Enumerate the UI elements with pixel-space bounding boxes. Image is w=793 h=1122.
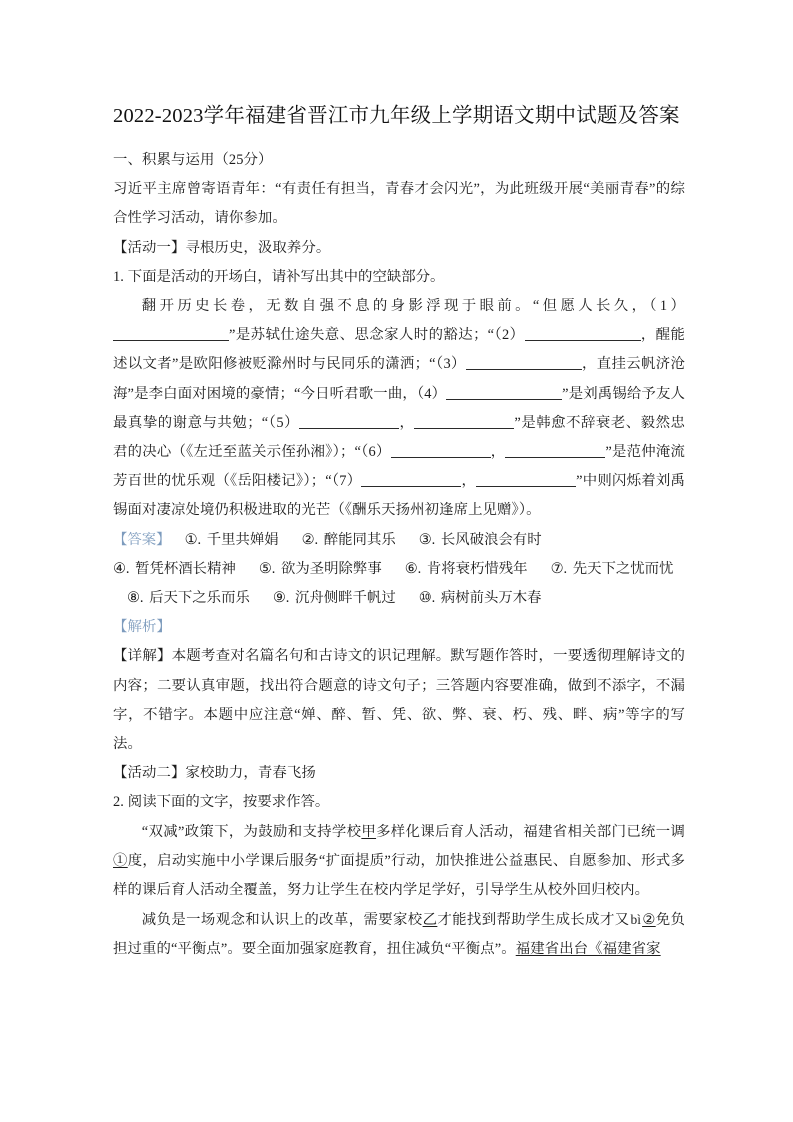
detail-text: 本题考查对名篇名句和古诗文的识记理解。默写题作答时，一要透彻理解诗文的内容；二要认真审题，找出符合题意的诗文句子；三答题内容要准确，做到不添字，不漏字，不错字。本题中应注意“婵、醉、暂、凭、欲、弊、衰、朽、残、畔、病”等字的写法。 bbox=[113, 648, 685, 753]
question-1-line bbox=[113, 263, 685, 292]
q2-p1-text-b: 多样化课后育人活动，福建省相关部门已统一调 bbox=[376, 823, 685, 840]
answer-item-4 bbox=[113, 561, 236, 577]
answer-item-7 bbox=[551, 561, 674, 577]
answer-item-3 bbox=[419, 532, 542, 548]
question-2-stem: 阅读下面的文字，按要求作答。 bbox=[127, 794, 330, 811]
answer-blank-6b[interactable] bbox=[505, 443, 605, 458]
analysis-block bbox=[113, 613, 685, 642]
answer-text-8: 后天下之乐而乐 bbox=[149, 590, 250, 607]
answer-number-5: ⑤. bbox=[258, 560, 276, 577]
answer-blank-1[interactable] bbox=[113, 326, 229, 341]
q2-p2-text-b: 才能找到帮助学生成长成才又 bbox=[437, 912, 630, 929]
q1-text-part-2: ”是苏轼仕途失意、思念家人时的豁达；“（2） bbox=[229, 327, 525, 344]
q1-text-part-8: ， bbox=[490, 444, 506, 461]
answer-item-1 bbox=[185, 532, 279, 548]
detail-explanation bbox=[113, 642, 685, 759]
question-2-line bbox=[113, 788, 685, 817]
answer-number-4: ④. bbox=[113, 560, 130, 577]
q1-text-part-11: ”中则闪烁着刘禹锡面对凄凉处境仍积极进取的光芒（《酬乐天扬州初逢席上见赠》）。 bbox=[113, 473, 685, 519]
q2-mark-2[interactable]: ② bbox=[642, 912, 656, 929]
answer-blank-2[interactable] bbox=[525, 326, 641, 341]
analysis-label: 【解析】 bbox=[113, 619, 171, 636]
answer-text-9: 沉舟侧畔千帆过 bbox=[294, 590, 396, 607]
activity-two-heading: 【活动二】家校助力，青春飞扬 bbox=[113, 765, 316, 782]
q2-blank-jia[interactable]: 甲 bbox=[361, 823, 377, 840]
q2-p2-text-a: 减负是一场观念和认识上的改革，需要家校 bbox=[141, 912, 423, 929]
q2-pinyin-bi: bì bbox=[630, 912, 642, 928]
intro-paragraph: 习近平主席曾寄语青年：“有责任有担当，青春才会闪光”，为此班级开展“美丽青春”的综合性学习活动，请你参加。 bbox=[113, 181, 685, 227]
answer-text-10: 病树前头万木春 bbox=[440, 590, 542, 607]
answer-item-8 bbox=[127, 590, 250, 606]
answer-text-4: 暂凭杯酒长精神 bbox=[135, 560, 236, 577]
answer-number-3: ③. bbox=[418, 531, 436, 548]
question-2-number: 2. bbox=[113, 794, 124, 811]
answer-text-5: 欲为圣明除弊事 bbox=[280, 560, 382, 577]
question-1-body bbox=[113, 292, 685, 526]
q2-p1-text-a: “双减”政策下，为鼓励和支持学校 bbox=[141, 823, 362, 840]
question-1-stem: 下面是活动的开场白，请补写出其中的空缺部分。 bbox=[127, 268, 445, 285]
q2-underlined-sentence: 福建省出台《福建省家 bbox=[515, 941, 661, 958]
answer-label: 【答案】 bbox=[113, 531, 171, 548]
answer-number-9: ⑨. bbox=[272, 590, 290, 607]
answer-blank-5b[interactable] bbox=[414, 414, 514, 429]
q1-text-part-5: ”是刘禹锡给予友人最真挚的谢意与共勉；“（5） bbox=[113, 385, 685, 431]
answer-blank-6a[interactable] bbox=[391, 443, 491, 458]
question-1-number: 1. bbox=[113, 268, 124, 285]
answer-item-5 bbox=[259, 561, 382, 577]
q1-text-part-10: ， bbox=[461, 473, 477, 490]
q1-text-part-4: ，直挂云帆济沧海”是李白面对困境的豪情；“今日听君歌一曲，（4） bbox=[113, 356, 685, 402]
question-2-paragraph-1 bbox=[113, 818, 685, 906]
answer-item-6 bbox=[405, 561, 528, 577]
q2-mark-1[interactable]: ① bbox=[113, 852, 128, 869]
answer-number-8: ⑧. bbox=[127, 590, 144, 607]
answer-number-2: ②. bbox=[301, 531, 319, 548]
q1-text-part-9: ”是范仲淹流芳百世的忧乐观（《岳阳楼记》）；“（7） bbox=[113, 444, 685, 490]
answer-number-1: ①. bbox=[184, 531, 202, 548]
answer-blank-7b[interactable] bbox=[476, 472, 576, 487]
answer-number-6: ⑥. bbox=[404, 560, 422, 577]
answer-blank-5a[interactable] bbox=[299, 414, 399, 429]
q1-text-part-3: ，醒能述以文者”是欧阳修被贬滁州时与民同乐的潇洒；“（3） bbox=[113, 327, 685, 373]
answer-text-1: 千里共婵娟 bbox=[206, 531, 279, 548]
q1-text-part-6: ， bbox=[399, 414, 415, 431]
answer-text-2: 醉能同其乐 bbox=[323, 531, 396, 548]
document-content bbox=[113, 96, 685, 965]
q2-p1-text-c: 度，启动实施中小学课后服务“扩面提质”行动，加快推进公益惠民、自愿参加、形式多样的课后育人活动全覆盖，努力让学生在校内学足学好，引导学生从校外回归校内。 bbox=[113, 852, 685, 899]
q2-p2-text-c: 免负担过重的“平衡点”。要全面加强家庭教育，扭住减负“平衡点”。 bbox=[113, 912, 685, 958]
answer-block bbox=[113, 526, 685, 614]
detail-label: 【详解】 bbox=[113, 648, 172, 665]
answer-text-6: 肯将衰朽惜残年 bbox=[426, 560, 528, 577]
q1-text-part-1: 翻开历史长卷，无数自强不息的身影浮现于眼前。“但愿人长久，（1） bbox=[141, 298, 685, 315]
answer-item-9 bbox=[273, 590, 396, 606]
page-title: 2022-2023学年福建省晋江市九年级上学期语文期中试题及答案 bbox=[113, 105, 680, 127]
section-heading: 一、积累与运用（25分） bbox=[113, 152, 273, 168]
answer-blank-4[interactable] bbox=[446, 385, 562, 400]
answer-text-3: 长风破浪会有时 bbox=[440, 531, 542, 548]
answer-blank-3[interactable] bbox=[466, 355, 582, 370]
answer-text-7: 先天下之忧而忧 bbox=[572, 560, 674, 577]
q2-blank-yi[interactable]: 乙 bbox=[422, 912, 438, 929]
answer-item-2 bbox=[302, 532, 396, 548]
activity-one-heading: 【活动一】寻根历史，汲取养分。 bbox=[113, 239, 331, 256]
q1-text-part-7: ”是韩愈不辞衰老、毅然忠君的决心（《左迁至蓝关示侄孙湘》）；“（6） bbox=[113, 414, 685, 461]
answer-blank-7a[interactable] bbox=[361, 472, 461, 487]
question-2-paragraph-2 bbox=[113, 905, 685, 964]
answer-number-7: ⑦. bbox=[550, 560, 568, 577]
answer-item-10 bbox=[419, 590, 542, 606]
answer-number-10: ⑩. bbox=[418, 590, 436, 607]
